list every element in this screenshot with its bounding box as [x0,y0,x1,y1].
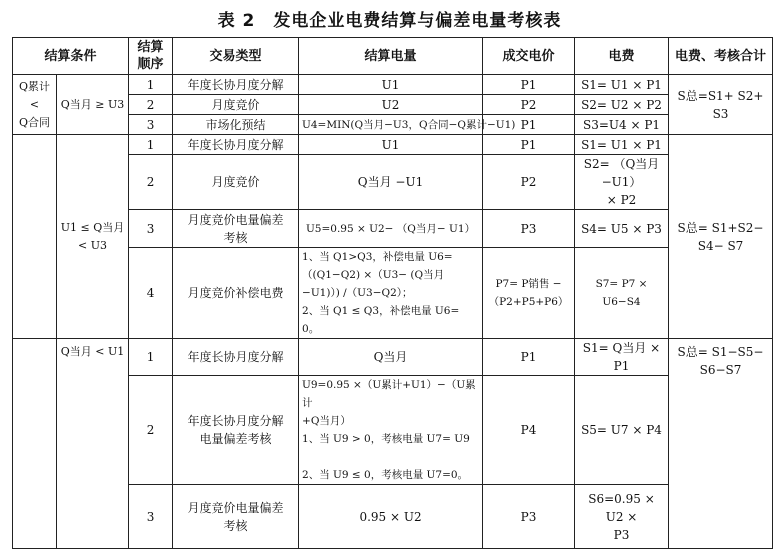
price-cell: P3 [483,485,575,549]
quantity-cell: U2 [299,95,483,115]
table-row [13,135,773,155]
order-cell: 1 [129,135,173,155]
fee-cell: S3=U4 × P1 [575,115,669,135]
header-row [13,38,773,75]
quantity-cell: U4=MIN(Q当月−U3，Q合同−Q累计−U1) [299,115,483,135]
quantity-cell: U9=0.95 ×（U累计+U1）−（U累计 +Q当月） 1、当 U9 > 0，考核电量 U7= U9 2、当 U9 ≤ 0，考核电量 U7=0。 [299,376,483,485]
order-cell: 1 [129,339,173,376]
header-total: 电费、考核合计 [669,38,773,75]
table-row [13,75,773,95]
price-cell: P7= P销售 − （P2+P5+P6） [483,248,575,339]
price-cell: P1 [483,135,575,155]
fee-cell: S1= U1 × P1 [575,135,669,155]
quantity-cell: 1、当 Q1>Q3，补偿电量 U6= （(Q1−Q2) ×（U3− (Q当月 −U1)）) /（U3−Q2）； 2、当 Q1 ≤ Q3，补偿电量 U6= 0。 [299,248,483,339]
order-cell: 2 [129,376,173,485]
group1-condition: Q当月 ≥ U3 [57,75,129,135]
outer-condition: Q累计 < Q合同 [13,75,57,135]
fee-cell: S2= U2 × P2 [575,95,669,115]
fee-cell: S1= U1 × P1 [575,75,669,95]
header-quantity: 结算电量 [299,38,483,75]
order-cell: 1 [129,75,173,95]
order-cell: 2 [129,155,173,210]
quantity-cell: U1 [299,75,483,95]
settlement-table [12,37,773,549]
order-cell: 3 [129,210,173,248]
outer-condition-spacer [13,339,57,549]
price-cell: P1 [483,339,575,376]
quantity-cell: Q当月 −U1 [299,155,483,210]
price-cell: P4 [483,376,575,485]
price-cell: P2 [483,95,575,115]
quantity-cell: U5=0.95 × U2− （Q当月− U1） [299,210,483,248]
price-cell: P1 [483,75,575,95]
group2-total: S总= S1+S2− S4− S7 [669,135,773,339]
price-cell: P1 [483,115,575,135]
fee-cell: S5= U7 × P4 [575,376,669,485]
header-condition: 结算条件 [13,38,129,75]
order-cell: 2 [129,95,173,115]
type-cell: 年度长协月度分解 [173,339,299,376]
header-type: 交易类型 [173,38,299,75]
header-fee: 电费 [575,38,669,75]
group2-condition: U1 ≤ Q当月 < U3 [57,135,129,339]
fee-cell: S2= （Q当月 −U1） × P2 [575,155,669,210]
type-cell: 月度竞价 [173,95,299,115]
header-order: 结算 顺序 [129,38,173,75]
type-cell: 月度竞价电量偏差 考核 [173,210,299,248]
price-cell: P3 [483,210,575,248]
type-cell: 年度长协月度分解 [173,135,299,155]
group1-total: S总=S1+ S2+ S3 [669,75,773,135]
price-cell: P2 [483,155,575,210]
table-title: 表 2 发电企业电费结算与偏差电量考核表 [217,11,562,31]
type-cell: 月度竞价 [173,155,299,210]
order-cell: 3 [129,485,173,549]
quantity-cell: U1 [299,135,483,155]
type-cell: 市场化预结 [173,115,299,135]
group3-total: S总= S1−S5− S6−S7 [669,339,773,549]
quantity-cell: 0.95 × U2 [299,485,483,549]
group3-condition: Q当月 < U1 [57,339,129,549]
header-price: 成交电价 [483,38,575,75]
fee-cell: S7= P7 × U6−S4 [575,248,669,339]
quantity-cell: Q当月 [299,339,483,376]
type-cell: 年度长协月度分解 电量偏差考核 [173,376,299,485]
fee-cell: S4= U5 × P3 [575,210,669,248]
type-cell: 月度竞价电量偏差 考核 [173,485,299,549]
order-cell: 4 [129,248,173,339]
order-cell: 3 [129,115,173,135]
outer-condition-spacer [13,135,57,339]
fee-cell: S1= Q当月 × P1 [575,339,669,376]
type-cell: 月度竞价补偿电费 [173,248,299,339]
fee-cell: S6=0.95 × U2 × P3 [575,485,669,549]
table-row [13,339,773,376]
type-cell: 年度长协月度分解 [173,75,299,95]
